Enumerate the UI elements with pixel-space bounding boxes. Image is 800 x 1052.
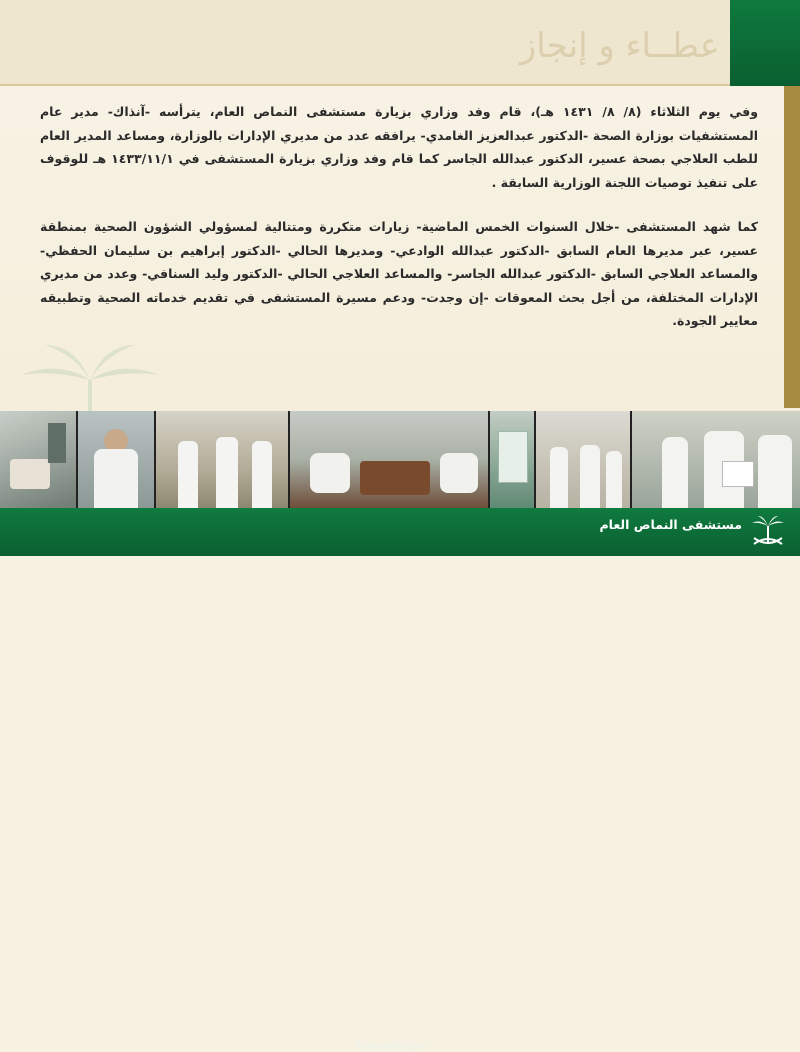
header-slogan: عطــاء و إنجاز [519, 26, 720, 66]
article-paragraph-2: كما شهد المستشفى -خلال السنوات الخمس الماضية- زيارات متكررة ومتتالية لمسؤولي الشؤون الصحية بمنطقة عسير، عبر مديرها العام السابق -الدكتور عبدالله الوادعي- ومديرها الحالي -الدكتور إبراهيم بن سليمان الحفظي- والمساعد العلاجي السابق -الدكتور عبدالله الجاسر- والمساعد العلاجي الحالي -الدكتور وليد السنافي- وعدد من مديري الإدارات المختلفة، من أجل بحث المعوقات -إن وجدت- ودعم مسيرة المستشفى في تقديم خدماته الصحية وتطبيقه معايير الجودة. [40, 219, 758, 328]
photo-document-review [632, 411, 800, 508]
article-paragraph-1: وفي يوم الثلاثاء (٨/ ٨/ ١٤٣١ هـ)، قام وفد وزاري بزيارة مستشفى النماص العام، يترأسه -آنذاك- مدير عام المستشفيات بوزارة الصحة -الدكتور عبدالعزيز الغامدي- يرافقه عدد من مديري الإدارات بالوزارة، ومساعد المدير العام للطب العلاجي بصحة عسير، الدكتور عبدالله الجاسر كما قام وفد وزاري بزيارة المستشفى في ١٤٣٣/١١/١ هـ للوقوف على تنفيذ توصيات اللجنة الوزارية السابقة . [40, 104, 758, 190]
article-body [40, 100, 758, 354]
footer-bar [0, 508, 800, 1052]
brand-green-bar [730, 0, 800, 86]
photo-strip [0, 411, 800, 508]
hospital-name: مستشفى النماص العام [599, 517, 742, 532]
photo-hospital-hallway [536, 411, 630, 508]
photo-patient-visit [0, 411, 76, 508]
photo-meeting-room [290, 411, 488, 508]
photo-official-portrait [78, 411, 154, 508]
photo-reception-desk [490, 411, 534, 508]
brand-gold-bar [784, 86, 800, 408]
photo-corridor-walk [156, 411, 288, 508]
site-watermark: Tanomah.com [356, 1041, 427, 1052]
header-divider [0, 84, 730, 86]
palm-swords-emblem-icon [748, 514, 788, 548]
